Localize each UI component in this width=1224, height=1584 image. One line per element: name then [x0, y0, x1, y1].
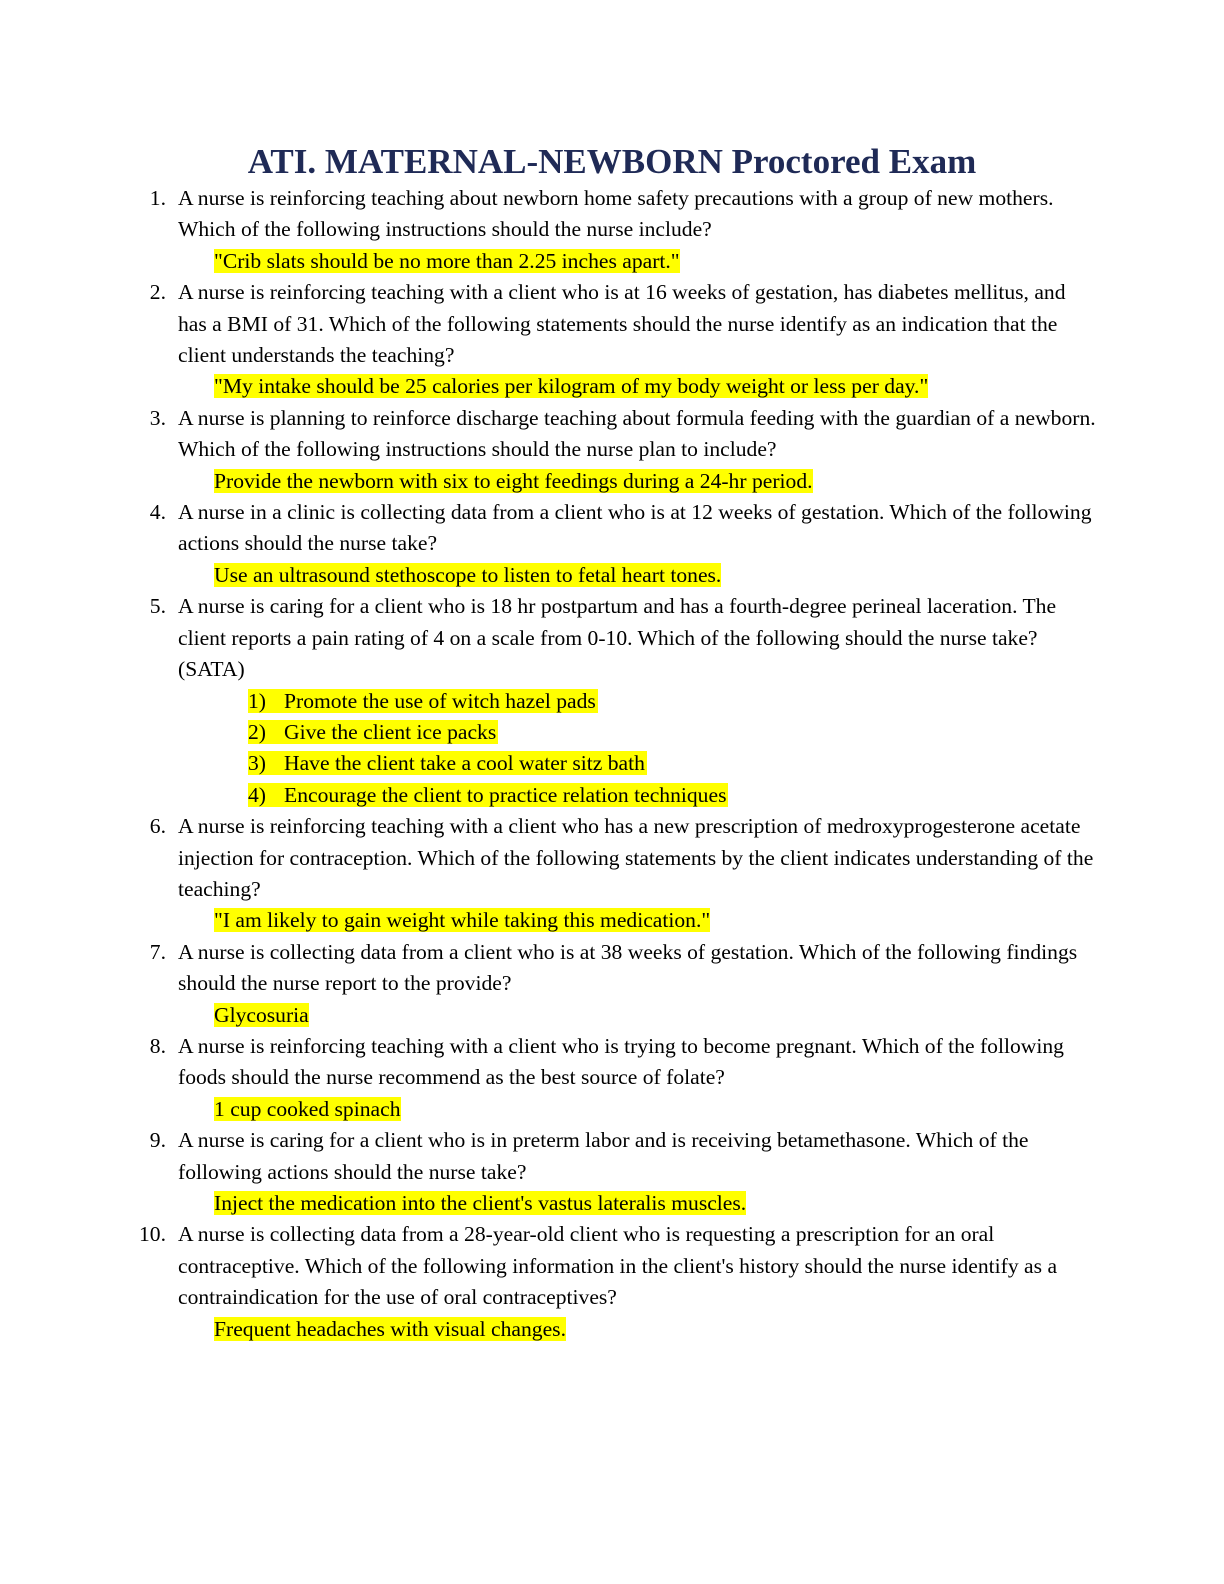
option-number: 4): [248, 782, 266, 807]
option-text: Have the client take a cool water sitz bath: [284, 751, 645, 776]
answer-line: [138, 560, 1098, 591]
highlighted-answer: "I am likely to gain weight while taking this medication.": [214, 908, 711, 933]
highlighted-option: [248, 783, 728, 807]
page-title: ATI. MATERNAL-NEWBORN Proctored Exam: [247, 142, 977, 181]
answer-line: [138, 1188, 1098, 1219]
question-number: 9.: [149, 1128, 166, 1153]
option-text: Encourage the client to practice relation techniques: [284, 782, 727, 807]
highlighted-answer: Frequent headaches with visual changes.: [214, 1316, 566, 1341]
highlighted-answer: Glycosuria: [214, 1002, 309, 1027]
question-text: A nurse is reinforcing teaching with a client who has a new prescription of medroxyprogesterone acetate injection for contraception. Which of the following statements by the client indicates understanding of the teaching?: [178, 814, 1094, 901]
option-number: 1): [248, 688, 266, 713]
highlighted-answer: 1 cup cooked spinach: [214, 1096, 401, 1121]
highlighted-answer: Provide the newborn with six to eight feedings during a 24-hr period.: [214, 468, 813, 493]
question-item: [138, 1219, 1098, 1313]
answer-line: [138, 466, 1098, 497]
question-number: 8.: [149, 1033, 166, 1058]
question-item: [138, 591, 1098, 685]
option-text: Promote the use of witch hazel pads: [284, 688, 596, 713]
answer-line: [138, 246, 1098, 277]
highlighted-answer: Use an ultrasound stethoscope to listen to fetal heart tones.: [214, 562, 722, 587]
question-text: A nurse is collecting data from a client who is at 38 weeks of gestation. Which of the following findings should the nurse report to the provide?: [178, 939, 1078, 996]
question-number: 1.: [149, 186, 166, 210]
question-number: 4.: [149, 500, 166, 525]
answer-option: [248, 717, 1098, 748]
question-item: [138, 183, 1098, 246]
answer-option: [248, 748, 1098, 779]
question-item: [138, 811, 1098, 905]
answer-option: [248, 686, 1098, 717]
option-text: Give the client ice packs: [284, 719, 497, 744]
question-number: 5.: [149, 594, 166, 619]
highlighted-option: [248, 720, 498, 744]
question-item: [138, 937, 1098, 1000]
question-text: A nurse is reinforcing teaching with a client who is at 16 weeks of gestation, has diabetes mellitus, and has a BMI of 31. Which of the following statements should the nurse identify as an indication that the client understands the teaching?: [178, 280, 1066, 368]
option-number: 3): [248, 751, 266, 776]
answer-options: [138, 686, 1098, 812]
answer-option: [248, 780, 1098, 811]
question-item: [138, 497, 1098, 560]
question-text: A nurse is caring for a client who is 18 hr postpartum and has a fourth-degree perineal laceration. The client reports a pain rating of 4 on a scale from 0-10. Which of the following should the nurse take? (SATA): [178, 594, 1057, 682]
answer-line: [138, 371, 1098, 402]
question-number: 10.: [139, 1222, 166, 1247]
question-text: A nurse is reinforcing teaching about newborn home safety precautions with a group of new mothers. Which of the following instructions should the nurse include?: [178, 186, 1054, 242]
question-text: A nurse in a clinic is collecting data from a client who is at 12 weeks of gestation. Which of the following actions should the nurse take?: [178, 500, 1092, 556]
question-number: 6.: [149, 814, 166, 839]
question-item: [138, 1125, 1098, 1188]
question-number: 2.: [149, 280, 166, 305]
question-item: [138, 403, 1098, 466]
option-number: 2): [248, 719, 266, 744]
highlighted-answer: "Crib slats should be no more than 2.25 inches apart.": [214, 248, 680, 273]
question-item: [138, 277, 1098, 371]
question-text: A nurse is collecting data from a 28-year-old client who is requesting a prescription for an oral contraceptive. Which of the following information in the client's history should the nurse identify as a contraindication for the use of oral contraceptives?: [178, 1222, 1058, 1310]
question-number: 7.: [149, 939, 166, 964]
highlighted-answer: Inject the medication into the client's vastus lateralis muscles.: [214, 1191, 747, 1215]
highlighted-answer: "My intake should be 25 calories per kilogram of my body weight or less per day.": [214, 374, 929, 399]
answer-line: [138, 905, 1098, 936]
highlighted-option: [248, 751, 647, 775]
question-text: A nurse is caring for a client who is in preterm labor and is receiving betamethasone. Which of the following actions should the nurse take?: [178, 1128, 1029, 1184]
answer-line: [138, 1094, 1098, 1125]
answer-line: [138, 1000, 1098, 1031]
question-number: 3.: [149, 405, 166, 430]
question-item: [138, 1031, 1098, 1094]
answer-line: [138, 1314, 1098, 1345]
question-list: [138, 183, 1098, 1345]
question-text: A nurse is planning to reinforce discharge teaching about formula feeding with the guardian of a newborn. Which of the following instructions should the nurse plan to include?: [178, 405, 1096, 462]
question-text: A nurse is reinforcing teaching with a client who is trying to become pregnant. Which of the following foods should the nurse recommend as the best source of folate?: [178, 1033, 1064, 1090]
highlighted-option: [248, 689, 598, 713]
